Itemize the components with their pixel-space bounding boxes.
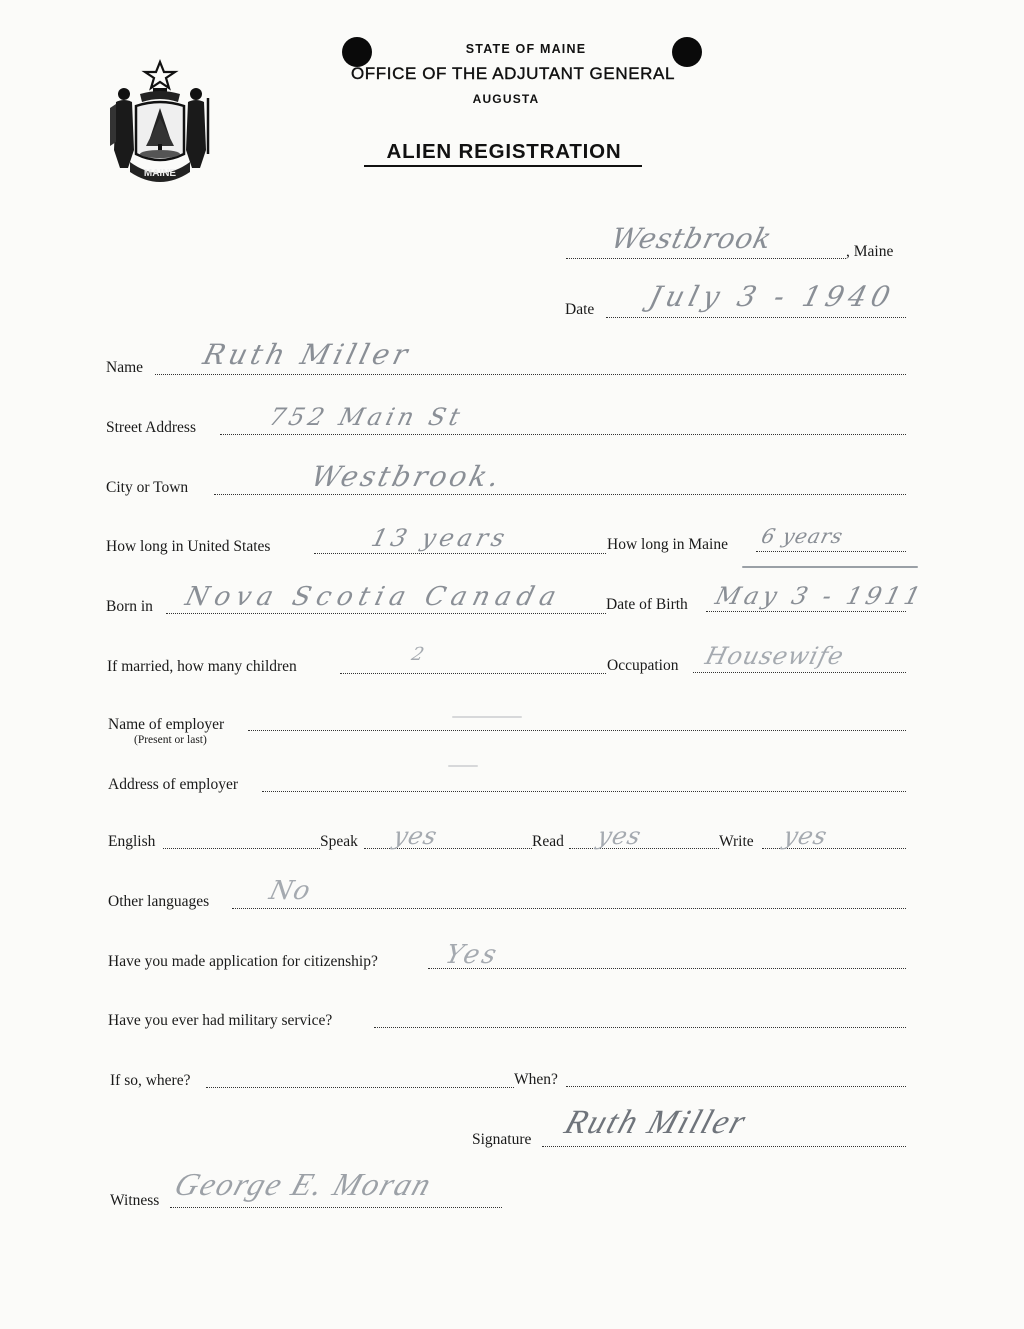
- citizenship-line: [428, 968, 906, 969]
- speak-value: yes: [390, 822, 441, 850]
- seal-scroll-text: MAINE: [143, 168, 177, 179]
- occupation-line: [693, 672, 906, 673]
- occupation-value: Housewife: [702, 642, 848, 670]
- other-languages-value: No: [266, 876, 315, 906]
- military-label: Have you ever had military service?: [108, 1012, 333, 1029]
- citizenship-label: Have you made application for citizenship?: [108, 953, 378, 970]
- form-title: ALIEN REGISTRATION: [386, 140, 622, 163]
- name-value: Ruth Miller: [199, 338, 415, 371]
- read-value: yes: [594, 822, 645, 850]
- read-label: Read: [532, 833, 564, 850]
- me-years-value: 6 years: [759, 524, 846, 548]
- title-underline: [364, 165, 642, 167]
- citizenship-value: Yes: [442, 940, 503, 970]
- date-label: Date: [565, 301, 595, 318]
- speak-label: Speak: [320, 833, 358, 850]
- read-line: [569, 848, 719, 849]
- english-line: [163, 848, 320, 849]
- employer-sublabel: (Present or last): [134, 734, 207, 746]
- children-label: If married, how many children: [107, 658, 297, 675]
- employer-address-line: [262, 791, 906, 792]
- write-label: Write: [719, 833, 754, 850]
- us-years-value: 13 years: [368, 524, 512, 552]
- where-line: [206, 1087, 514, 1088]
- dob-line: [706, 611, 906, 612]
- date-line: [606, 317, 906, 318]
- header-state: STATE OF MAINE: [465, 42, 587, 56]
- employer-label: Name of employer: [108, 716, 225, 733]
- header-city: AUGUSTA: [472, 92, 540, 106]
- me-years-label: How long in Maine: [607, 536, 728, 553]
- employer-line: [248, 730, 906, 731]
- dob-label: Date of Birth: [606, 596, 688, 613]
- header-office: OFFICE OF THE ADJUTANT GENERAL: [350, 64, 676, 83]
- speak-line: [364, 848, 532, 849]
- when-line: [566, 1086, 906, 1087]
- other-languages-line: [232, 908, 906, 909]
- witness-line: [170, 1207, 502, 1208]
- military-line: [374, 1027, 906, 1028]
- city-value: Westbrook.: [307, 460, 506, 493]
- street-label: Street Address: [106, 419, 196, 436]
- us-years-line: [314, 553, 606, 554]
- town-value: Westbrook: [607, 222, 776, 255]
- children-line: [340, 673, 606, 674]
- me-years-underline: [742, 566, 918, 568]
- smudge-mark: [448, 765, 478, 767]
- witness-value: George E. Moran: [170, 1166, 438, 1202]
- born-value: Nova Scotia Canada: [182, 582, 565, 612]
- english-label: English: [108, 833, 156, 850]
- me-years-line: [756, 551, 906, 552]
- when-label: When?: [514, 1071, 558, 1088]
- date-value: July 3 - 1940: [645, 280, 899, 313]
- name-line: [155, 374, 906, 375]
- us-years-label: How long in United States: [106, 538, 271, 555]
- born-line: [166, 613, 606, 614]
- town-line: [566, 258, 846, 259]
- where-label: If so, where?: [110, 1072, 191, 1089]
- born-label: Born in: [106, 598, 153, 615]
- dob-value: May 3 - 1911: [712, 582, 928, 610]
- signature-line: [542, 1146, 906, 1147]
- town-label: , Maine: [846, 243, 894, 260]
- children-value: 2: [409, 644, 428, 665]
- signature-label: Signature: [472, 1131, 532, 1148]
- name-label: Name: [106, 359, 144, 376]
- witness-label: Witness: [110, 1192, 160, 1209]
- city-label: City or Town: [106, 479, 189, 496]
- street-line: [220, 434, 906, 435]
- employer-address-label: Address of employer: [108, 776, 238, 793]
- street-value: 752 Main St: [266, 403, 467, 431]
- signature-value: Ruth Miller: [560, 1104, 752, 1141]
- city-line: [214, 494, 906, 495]
- smudge-mark: [452, 716, 522, 718]
- write-value: yes: [780, 822, 831, 850]
- occupation-label: Occupation: [607, 657, 679, 674]
- other-languages-label: Other languages: [108, 893, 210, 910]
